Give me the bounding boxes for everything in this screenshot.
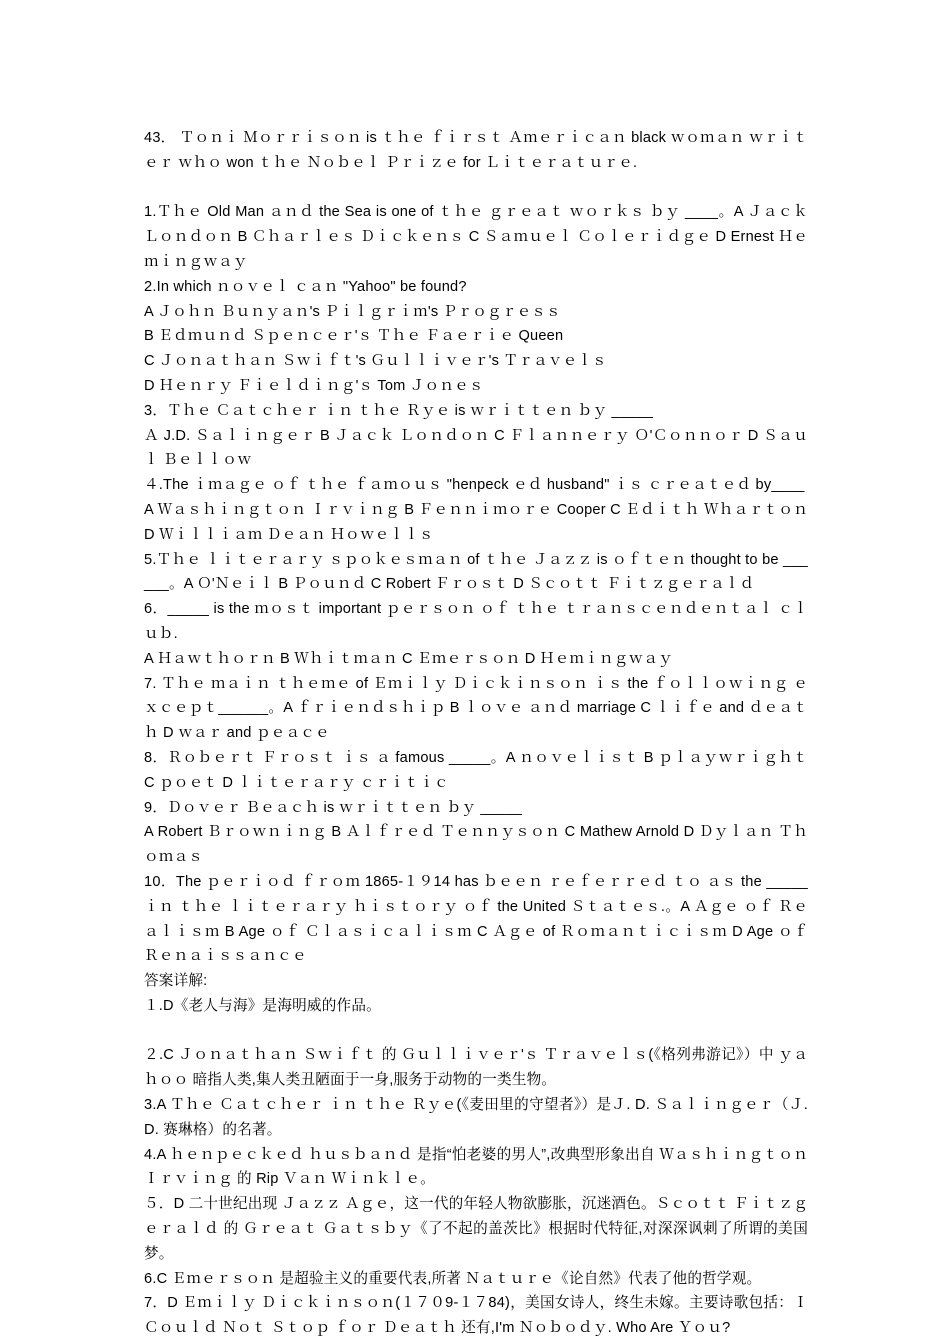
question-10: 10．The ｐｅｒｉｏｄ ｆｒｏｍ 1865-１９14 has ｂｅｅｎ ｒｅｆｅｒｒｅｄ ｔｏ ａｓ the _____ ｉｎ ｔｈｅ ｌｉｔｅｒａｒｙ ｈｉｓｔｏｒｙ ｏｆ the United Ｓｔａｔｅｓ.。A Ａｇｅ ｏｆ Ｒｅａｌｉｓｍ B Age ｏｆ Ｃｌａｓｉｃａｌｉｓｍ C Ａｇｅ of Ｒｏｍａｎｔｉｃｉｓｍ D Age ｏｆ Ｒｅｎａｉｓｓａｎｃｅ [144, 873, 808, 965]
answer-3: 3.A Ｔｈｅ Ｃａｔｃｈｅｒ ｉｎ ｔｈｅ Ｒｙｅ(《麦田里的守望者》）是Ｊ. D. Ｓａｌｉｎｇｅｒ（Ｊ.D. 赛琳格）的名著。 [144, 1097, 808, 1138]
answer-2: ２.C Ｊｏｎａｔｈａｎ Ｓｗｉｆｔ 的 Ｇｕｌｌｉｖｅｒ'ｓ Ｔｒａｖｅｌｓ(《格列弗游记》）中 ｙａｈｏｏ 暗指人类,集人类丑陋面于一身,服务于动物的一类生物。 [144, 1047, 808, 1089]
document-body [144, 126, 808, 1341]
question-2-option-d: D Ｈｅｎｒｙ Ｆｉｅｌｄｉｎｇ'ｓ Tom Ｊｏｎｅｓ [144, 377, 484, 394]
answers-heading: 答案详解: [144, 973, 208, 990]
question-2-option-b: B Ｅｄｍｕｎｄ Ｓｐｅｎｃｅｒ'ｓ Ｔｈｅ Ｆａｅｒｉｅ Queen [144, 328, 564, 345]
answer-4: 4.A ｈｅｎｐｅｃｋｅｄ ｈｕｓｂａｎｄ 是指“怕老婆的男人”,改典型形象出自 Ｗａｓｈｉｎｇｔｏｎ Ｉｒｖｉｎｇ 的 Rip Ｖａｎ Ｗｉｎｋｌｅ。 [144, 1146, 808, 1188]
answer-5: ５．D 二十世纪出现 Ｊａｚｚ Ａｇｅ，这一代的年轻人物欲膨胀，沉迷酒色。Ｓｃｏｔｔ Ｆｉｔｚｇｅｒａｌｄ 的 Ｇｒｅａｔ Ｇａｔｓｂｙ《了不起的盖茨比》根据时代特征,对深深讽刺了所谓的美国梦。 [144, 1196, 808, 1262]
spacer [144, 1019, 808, 1044]
question-1: 1.Ｔｈｅ Old Man ａｎｄ the Sea is one of ｔｈｅ ｇｒｅａｔ ｗｏｒｋｓ ｂｙ ____。A Ｊａｃｋ Ｌｏｎｄｏｎ B Ｃｈａｒｌｅｓ Ｄｉｃｋｅｎｓ C Ｓａｍｕｅｌ Ｃｏｌｅｒｉｄｇｅ D Ernest Ｈｅｍｉｎｇｗａｙ [144, 204, 808, 270]
question-3: 3．Ｔｈｅ Ｃａｔｃｈｅｒ ｉｎ ｔｈｅ Ｒｙｅ is ｗｒｉｔｔｅｎ ｂｙ _____ [144, 402, 654, 419]
question-9-options: A Robert Ｂｒｏｗｎｉｎｇ B Ａｌｆｒｅｄ Ｔｅｎｎｙｓｏｎ C Mathew Arnold D Ｄｙｌａｎ Ｔｈｏｍａｓ [144, 824, 808, 866]
answer-6: 6.C Ｅｍｅｒｓｏｎ 是超验主义的重要代表,所著 Ｎａｔｕｒｅ《论自然》代表了他的哲学观。 [144, 1270, 762, 1287]
question-6: 6．_____ is the ｍｏｓｔ important ｐｅｒｓｏｎ ｏｆ ｔｈｅ ｔｒａｎｓｃｅｎｄｅｎｔａｌ ｃｌｕｂ. [144, 601, 808, 642]
answer-1: １.D《老人与海》是海明威的作品。 [144, 997, 381, 1014]
question-8: 8．Ｒｏｂｅｒｔ Ｆｒｏｓｔ ｉｓ ａ famous _____。A ｎｏｖｅｌｉｓｔ B ｐｌａｙｗｒｉｇｈｔ C ｐｏｅｔ D ｌｉｔｅｒａｒｙ ｃｒｉｔｉｃ [144, 749, 808, 791]
question-2: 2.In which ｎｏｖｅｌ ｃａｎ "Yahoo" be found? [144, 278, 467, 295]
question-5: 5.Ｔｈｅ ｌｉｔｅｒａｒｙ ｓｐｏｋｅｓｍａｎ of ｔｈｅ Ｊａｚｚ is ｏｆｔｅｎ thought to be ______。A Ｏ'Ｎｅｉｌ B Ｐｏｕｎｄ C Robert Ｆｒｏｓｔ D Ｓｃｏｔｔ Ｆｉｔｚｇｅｒａｌｄ [144, 551, 808, 593]
question-6-options: A Ｈａｗｔｈｏｒｎ B Ｗｈｉｔｍａｎ C Ｅｍｅｒｓｏｎ D Ｈｅｍｉｎｇｗａｙ [144, 650, 673, 667]
question-7: 7. Ｔｈｅ ｍａｉｎ ｔｈｅｍｅ of Ｅｍｉｌｙ Ｄｉｃｋｉｎｓｏｎ ｉｓ the ｆｏｌｌｏｗｉｎｇ ｅｘｃｅｐｔ______。A ｆｒｉｅｎｄｓｈｉｐ B ｌｏｖｅ ａｎｄ marriage C ｌｉｆｅ and ｄｅａｔｈ D ｗａｒ and ｐｅａｃｅ [144, 675, 808, 742]
question-3-options: Ａ J.D. Ｓａｌｉｎｇｅｒ B Ｊａｃｋ Ｌｏｎｄｏｎ C Ｆｌａｎｎｅｒｙ Ｏ'Ｃｏｎｎｏｒ D Ｓａｕｌ Ｂｅｌｌｏｗ [144, 427, 808, 469]
question-2-option-c: C Ｊｏｎａｔｈａｎ Ｓｗｉｆｔ's Ｇｕｌｌｉｖｅｒ's Ｔｒａｖｅｌｓ [144, 353, 607, 370]
question-4: ４.The ｉｍａｇｅ ｏｆ ｔｈｅ ｆａｍｏｕｓ "henpeck ｅｄ husband" ｉｓ ｃｒｅａｔｅｄ by____ [144, 477, 805, 494]
answer-7: 7．D Ｅｍｉｌｙ Ｄｉｃｋｉｎｓｏｎ(１７０9-１７84)，美国女诗人，终生未嫁。主要诗歌包括：Ｉ Ｃｏｕｌｄ Ｎｏｔ Ｓｔｏｐ ｆｏｒ Ｄｅａｔｈ 还有,I'm Ｎｏｂｏｄｙ. Who Are Ｙｏｕ? [144, 1295, 808, 1337]
question-2-option-a: A Ｊｏｈｎ Ｂｕｎｙａｎ's Ｐｉｌｇｒｉｍ's Ｐｒｏｇｒｅｓｓ [144, 303, 561, 320]
question-4-options: A Ｗａｓｈｉｎｇｔｏｎ Ｉｒｖｉｎｇ B Ｆｅｎｎｉｍｏｒｅ Cooper C Ｅｄｉｔｈ Ｗｈａｒｔｏｎ D Ｗｉｌｌｉａｍ Ｄｅａｎ Ｈｏｗｅｌｌｓ [144, 501, 808, 543]
question-9: 9．Ｄｏｖｅｒ Ｂｅａｃｈ is ｗｒｉｔｔｅｎ ｂｙ _____ [144, 799, 522, 816]
spacer [144, 176, 808, 201]
intro-paragraph: 43． Ｔｏｎｉ Ｍｏｒｒｉｓｏｎ is ｔｈｅ ｆｉｒｓｔ Ａｍｅｒｉｃａｎ black ｗｏｍａｎ ｗｒｉｔｅｒ ｗｈｏ won ｔｈｅ Ｎｏｂｅｌ Ｐｒｉｚｅ for Ｌｉｔｅｒａｔｕｒｅ. [144, 130, 808, 171]
